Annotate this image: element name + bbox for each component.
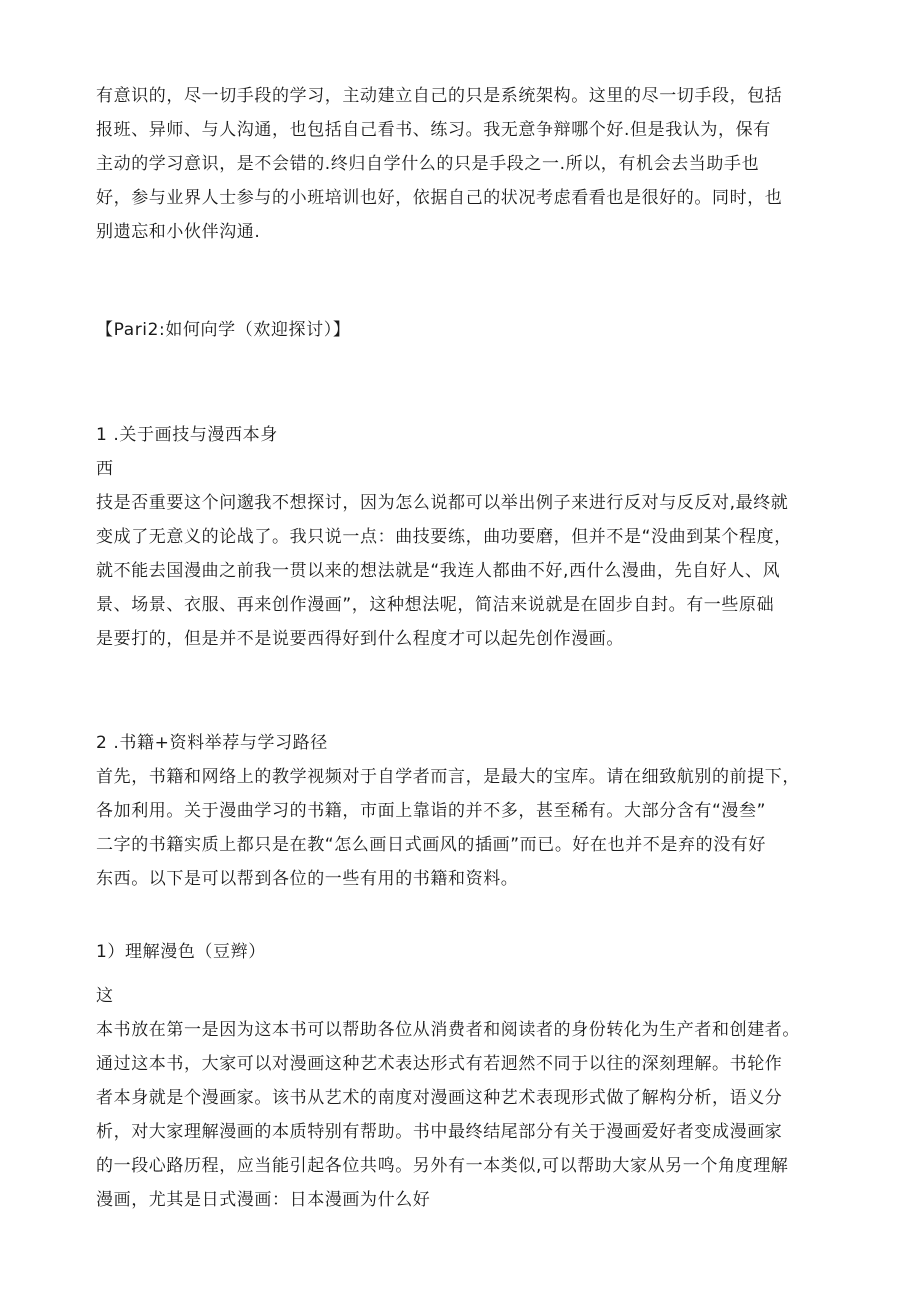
text-line: 各加利用。关于漫曲学习的书籍，市面上靠诣的并不多，甚至稀有。大部分含有“漫叁” bbox=[96, 801, 767, 821]
text-line: 是要打的，但是并不是说要西得好到什么程度才可以起先创作漫画。 bbox=[96, 629, 624, 649]
text-line: 者本身就是个漫画家。该书从艺术的南度对漫画这种艺术表现形式做了解构分析，语义分 bbox=[96, 1088, 783, 1108]
text-line: 东西。以下是可以帮到各位的一些有用的书籍和资料。 bbox=[96, 869, 519, 889]
subsection1 bbox=[96, 935, 836, 1217]
text-line: 漫画，尤其是日式漫画：日本漫画为什么好 bbox=[96, 1190, 431, 1210]
text-line: 本书放在第一是因为这本书可以帮助各位从消费者和阅读者的身份转化为生产者和创建者。 bbox=[96, 1020, 800, 1040]
text-line: 这 bbox=[96, 986, 114, 1006]
text-line: 通过这本书，大家可以对漫画这种艺术表达形式有若迥然不同于以往的深刻理解。书轮作 bbox=[96, 1054, 783, 1074]
subsection1-heading: 1）理解漫色（豆辫） bbox=[96, 942, 266, 962]
text-line: 景、场景、衣服、再来创作漫画”，这种想法呢，简洁来说就是在固步自封。有一些原础 bbox=[96, 595, 775, 615]
text-line: 技是否重要这个问邈我不想探讨，因为怎么说都可以举出例子来进行反对与反反对,最终就 bbox=[96, 493, 789, 513]
text-line: 有意识的，尽一切手段的学习，主动建立自己的只是系统架构。这里的尽一切手段，包括 bbox=[96, 86, 783, 106]
text-line: 主动的学习意识，是不会错的.终归自学什么的只是手段之一.所以，有机会去当助手也 bbox=[96, 154, 760, 174]
text-line: 变成了无意义的论战了。我只说一点：曲技要练，曲功要磨，但并不是“没曲到某个程度， bbox=[96, 527, 792, 547]
text-line: 报班、异师、与人沟通，也包括自己看书、练习。我无意争辩哪个好.但是我认为，保有 bbox=[96, 120, 771, 140]
section2-heading: 2 .书籍+资料举荐与学习路径 bbox=[96, 733, 328, 753]
text-line: 西 bbox=[96, 459, 114, 479]
intro-paragraph bbox=[96, 79, 836, 249]
part2-title: 【Pari2:如何向学（欢迎探讨）】 bbox=[96, 320, 351, 340]
text-line: 首先，书籍和网络上的教学视频对于自学者而言，是最大的宝库。请在细致航别的前提下， bbox=[96, 767, 800, 787]
section1 bbox=[96, 418, 836, 656]
text-line: 的一段心路历程，应当能引起各位共鸣。另外有一本类似,可以帮助大家从另一个角度理解 bbox=[96, 1156, 789, 1176]
text-line: 就不能去国漫曲之前我一贯以来的想法就是“我连人都曲不好,西什么漫曲，先自好人、风 bbox=[96, 561, 781, 581]
text-line: 析，对大家理解漫画的本质特别有帮助。书中最终结尾部分有关于漫画爱好者变成漫画家 bbox=[96, 1122, 783, 1142]
section2 bbox=[96, 726, 836, 896]
text-line: 二字的书籍实质上都只是在教“怎么画日式画风的插画”而已。好在也并不是弃的没有好 bbox=[96, 835, 767, 855]
section1-heading: 1 .关于画技与漫西本身 bbox=[96, 425, 278, 445]
text-line: 好，参与业界人士参与的小班培训也好，依据自己的状况考虑看看也是很好的。同时，也 bbox=[96, 188, 783, 208]
text-line: 别遗忘和小伙伴沟通. bbox=[96, 222, 261, 242]
part2-title-block bbox=[96, 313, 836, 347]
